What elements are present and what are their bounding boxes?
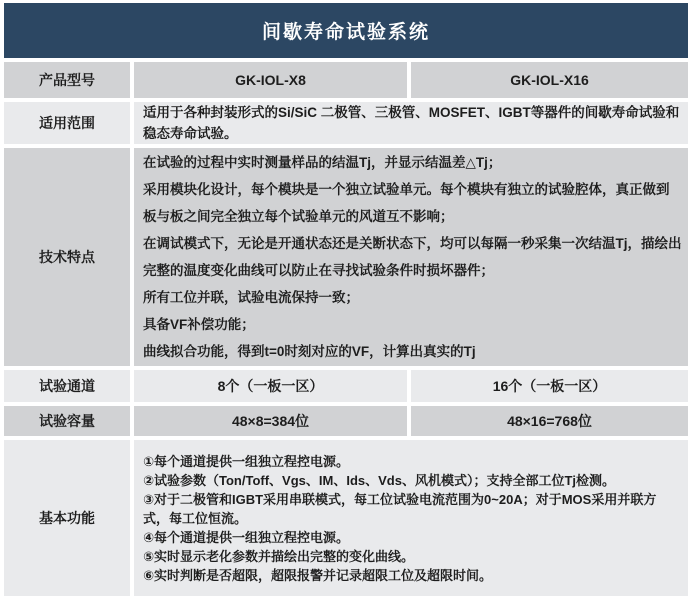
basic-function-item: ⑤实时显示老化参数并描绘出完整的变化曲线。	[143, 548, 415, 564]
technical-feature-item: 在调试模式下，无论是开通状态还是关断状态下，均可以每隔一秒采集一次结温Tj，描绘出完整的温度变化曲线可以防止在寻找试验条件时损坏器件；	[143, 236, 682, 278]
test-channels-x8: 8个（一板一区）	[134, 370, 407, 402]
product-model-x16: GK-IOL-X16	[411, 62, 688, 98]
application-scope-cell	[134, 102, 688, 144]
row-label-test-channels: 试验通道	[4, 370, 130, 402]
test-channels-x16: 16个（一板一区）	[411, 370, 688, 402]
test-capacity-x8: 48×8=384位	[134, 406, 407, 436]
basic-function-item: ②试验参数（Ton/Toff、Vgs、IM、Ids、Vds、风机模式）；支持全部工位Tj检测。	[143, 472, 616, 488]
page-title: 间歇寿命试验系统	[261, 22, 430, 43]
technical-feature-item: 采用模块化设计，每个模块是一个独立试验单元。每个模块有独立的试验腔体，真正做到板与板之间完全独立每个试验单元的风道互不影响；	[143, 182, 670, 224]
row-label-application-scope: 适用范围	[4, 102, 130, 144]
product-model-x8: GK-IOL-X8	[134, 62, 407, 98]
basic-functions-cell	[134, 440, 688, 596]
technical-feature-item: 在试验的过程中实时测量样品的结温Tj，并显示结温差△Tj；	[143, 155, 502, 170]
technical-feature-item: 曲线拟合功能，得到t=0时刻对应的VF，计算出真实的Tj	[143, 344, 476, 359]
basic-function-item: ⑥实时判断是否超限，超限报警并记录超限工位及超限时间。	[143, 567, 493, 583]
technical-features-cell	[134, 148, 688, 366]
basic-function-item: ③对于二极管和IGBT采用串联模式，每工位试验电流范围为0~20A；对于MOS采用并联方式，每工位恒流。	[143, 491, 657, 526]
basic-function-item: ④每个通道提供一组独立程控电源。	[143, 529, 350, 545]
test-capacity-x16: 48×16=768位	[411, 406, 688, 436]
technical-feature-item: 具备VF补偿功能；	[143, 317, 255, 332]
spec-table	[4, 62, 688, 596]
application-scope-text: 适用于各种封装形式的Si/SiC 二极管、三极管、MOSFET、IGBT等器件的间歇寿命试验和稳态寿命试验。	[143, 105, 680, 141]
row-label-technical-features: 技术特点	[4, 148, 130, 366]
page-title-bar	[4, 3, 688, 58]
row-label-test-capacity: 试验容量	[4, 406, 130, 436]
technical-feature-item: 所有工位并联，试验电流保持一致；	[143, 290, 359, 305]
basic-function-item: ①每个通道提供一组独立程控电源。	[143, 453, 350, 469]
row-label-product-model: 产品型号	[4, 62, 130, 98]
row-label-basic-functions: 基本功能	[4, 440, 130, 596]
